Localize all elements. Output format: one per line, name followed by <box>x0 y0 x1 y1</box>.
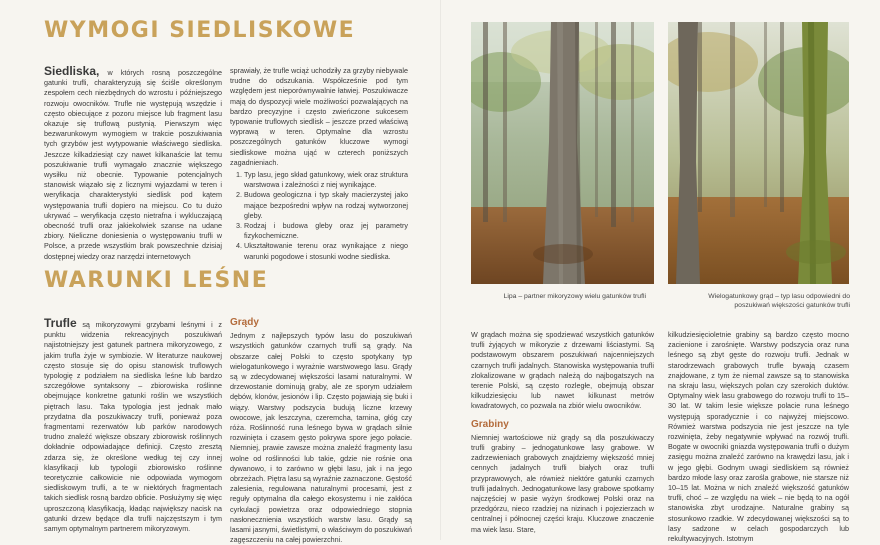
list-item: 4. Ukształtowanie terenu oraz wynikające z niego warunki pogodowe i stosunki wodne siedliska. <box>244 241 408 261</box>
mixed-forest-illustration <box>668 22 849 284</box>
subheading-grabiny: Grabiny <box>471 418 509 430</box>
requirements-column-1 <box>44 66 222 262</box>
forest-paragraph-1: Trufle są mikoryzowymi grzybami leśnymi i z punktu widzenia rekreacyjnych poszukiwań najistotniejszy jest gatunek partnera mikoryzowego, z jakim trufla żyje w symbiozie. W literaturze naukowej często stosuje się do opisu stanowisk truflowych typologię z podziałem na siedliska leśne lub bardzo szczegółowe syntaksony – zbiorowiska roślinne obejmujące konkretne gatunki roślin we wszystkich piętrach lasu. Taka typologia jest jednak mało przydatna dla poszukiwaczy trufli, ponieważ poza fragmentami rezerwatów lub parków narodowych trudno znaleźć większe obszary zbiorowisk roślinnych dokładnie odpowiadające definicji. Często zresztą zdarza się, że określone według tej czy innej klasyfikacji lub typologii zbiorowisko roślinne teoretycznie całkowicie nie odpowiada wymogom siedliskowym trufli, a te w niektórych fragmentach takich siedlisk rosną bardzo obficie. Posłużymy się więc uproszczoną klasyfikacją, kładąc największy nacisk na gatunki drzew będące dla trufli najczęstszym i tym samym optymalnym partnerem mikoryzowym. <box>44 316 222 534</box>
list-item: 3. Rodzaj i budowa gleby oraz jej parametry fizykochemiczne. <box>244 221 408 241</box>
linden-forest-photo <box>471 22 654 284</box>
requirements-paragraph-2: sprawiały, że trufle wciąż uchodziły za grzyby niebywale trudne do odszukania. Współcześnie pod tym względem jest nieporównywalnie łatwiej. Poszukiwacze mają do dyspozycji wiele możliwości pozwalających na bardzo precyzyjne i często zwieńczone sukcesem typowanie truflowych siedlisk – jeszcze przed właściwą wyprawą w teren. Optymalne dla wzrostu poszczególnych gatunków kluczowe wymogi siedliskowe można ująć w czterech poniższych zagadnieniach. <box>230 66 408 167</box>
forest-column-2 <box>230 318 412 545</box>
list-item: 2. Budowa geologiczna i typ skały macierzystej jako mające bezpośredni wpływ na rodzaj wytworzonej gleby. <box>244 190 408 221</box>
linden-photo-caption: Lipa – partner mikoryzowy wielu gatunków trufli <box>503 293 646 300</box>
forest-paragraph-3: W grądach można się spodziewać wszystkich gatunków trufli żyjących w mikoryzie z drzewami liściastymi. Są podstawowym obszarem poszukiwań najcenniejszych czarnych trufli jadalnych. Stanowiska występowania trufli zlokalizowane w grądach należą do najbogatszych na terenie Polski, są często rozległe, obejmują obszar kilkudziesięciu lub nawet kilkunast metrów kwadratowych, co pozwala na zbiór wielu owocników. <box>471 330 654 411</box>
mixed-forest-photo <box>668 22 849 284</box>
heading-habitat-requirements: WYMOGI SIEDLISKOWE <box>44 18 356 43</box>
lead-word: Siedliska, <box>44 64 100 78</box>
forest-column-1 <box>44 318 222 534</box>
forest-column-3 <box>471 330 654 535</box>
linden-forest-illustration <box>471 22 654 284</box>
requirements-paragraph-1: Siedliska, w których rosną poszczególne gatunki trufli, charakteryzują się ściśle określonym zespołem cech niezbędnych do wzrostu i późniejszego rozwoju owocników. Trufle nie występują wszędzie i często obiecujące z pozoru miejsce lub fragment lasu okazuje się truflową pustynią. Pierwszym więc bezwarunkowym wymogiem w trakcie poszukiwania tych grzybów jest wytypowanie właściwego siedliska. Jeszcze kilkadziesiąt czy nawet kilkanaście lat temu poszukiwanie trufli wymagało znacznie większego wysiłku niż obecnie. Typowanie potencjalnych stanowisk wiązało się z licznymi wyjazdami w teren i weryfikacja charakterystyki siedlisk pod kątem występowania trufli dopiero na miejscu. Co tu dużo ukrywać – weryfikacja często nietrafna i wykluczającą obecność trufli oraz jakiekolwiek szanse na udane zbiory. Nieliczne doniesienia o występowaniu trufli w Polsce, a przede wszystkim brak powszechnie dzisiaj dostępnej wiedzy oraz narzędzi internetowych <box>44 64 222 261</box>
list-item: 1. Typ lasu, jego skład gatunkowy, wiek oraz struktura warstwowa i zależności z niej wynikające. <box>244 170 408 190</box>
requirements-column-2 <box>230 66 408 262</box>
forest-paragraph-4: Niemniej wartościowe niż grądy są dla poszukiwaczy trufli grabiny – jednogatunkowe lasy grabowe. W zadrzewieniach grabowych znajdziemy większość mniej cennych jadalnych trufli białych oraz trufli przyprawowych, ale również niektóre gatunki czarnych trufli jadalnych. Jednogatunkowe lasy grabowe spotkamy najczęściej w pasie wyżyn środkowej Polski oraz na przedgórzu, nieco rzadziej na nizinach i pojezierzach w centralnej i północnej części kraju. Kluczowe znaczenie ma wiek lasu. Stare, <box>471 432 654 534</box>
heading-forest-conditions: WARUNKI LEŚNE <box>44 268 269 293</box>
requirements-list <box>230 170 408 262</box>
forest-paragraph-2: Jednym z najlepszych typów lasu do poszukiwań wszystkich gatunków czarnych trufli są grądy. Na obszarze całej Polski to często spotykany typ wielogatunkowego i wyrażnie warstwowego lasu. Grądy są w zdecydowanej większości lasami naturalnymi. W drzewostanie dominują graby, ale ze sporym udziałem dębów, klonów, jesionów i lip. Często pojawiają się buki i wiązy. Warstwy podszycia budują liczne krzewy owocowe, jak leszczyna, czeremcha, tarnina, głóg czy róża. Roślinność runa leśnego bywa w grądach silnie rozwinięta i czasem gęsto pokrywa spore jego połacie. Niemniej, prawie zawsze można znaleźć fragmenty lasu wolne od roślinności lub takie, gdzie nie rośnie ona dywanowo, i to zarówno w głębi lasu, jak i na jego obrzeżach. Piętra lasu są wyraźnie zaznaczone. Gęstość zalesienia, regulowana naturalnymi procesami, jest z reguły optymalna dla całego ekosystemu i nie zakłóca cyrkulacji powietrza oraz odpowiedniego stopnia nasłonecznienia wszystkich warstw lasu. Grądy są lasami jasnymi, świetlistymi, o właściwym do poszukiwań zagęszczeniu na całej powierzchni. <box>230 331 412 545</box>
lead-word: Trufle <box>44 316 77 330</box>
subheading-grady: Grądy <box>230 317 259 328</box>
page-gutter <box>440 0 441 540</box>
mixed-forest-photo-caption: Wielogatunkowy grąd – typ lasu odpowiedni do poszukiwań większości gatunków trufli <box>708 293 850 309</box>
forest-column-4 <box>668 330 849 544</box>
forest-paragraph-5: kilkudziesięcioletnie grabiny są bardzo często mocno zacienione i zarośnięte. Warstwy podszycia oraz runa leśnego są zbyt gęste do rozwoju trufli. Jednak w starodrzewach grabowych trufle bywają czasem znajdowane, z tym że niemal zawsze są to stanowiska na skraju lasu, większych polan czy szerokich duktów. Optymalny wiek lasu grabowego do rozwoju trufli to 15–30 lat. W takim lesie większe polacie runa leśnego występują sporadycznie i co najwyżej miejscowo. Również warstwa podszycia nie jest jeszcze na tyle rozwinięta, żeby negatywnie wpływać na rozwój trufli. Bogate w owocniki gniazda występowania trufli o dużym zasięgu można znaleźć zarówno na krawędzi lasu, jak i w jego głębi. Godnym uwagi siedliskiem są również bardzo młode lasy oraz zarośla grabowe, nie starsze niż 10–15 lat. Można w nich znaleźć większość gatunków trufli, choć – ze względu na wiek – nie będą to na ogół stanowiska zbyt urodzajne. Naturalne grabiny są stosunkowo rzadkie. W zdecydowanej większości są to lasy sadzone w celach gospodarczych lub rekultywacyjnych. Istotnym <box>668 330 849 544</box>
